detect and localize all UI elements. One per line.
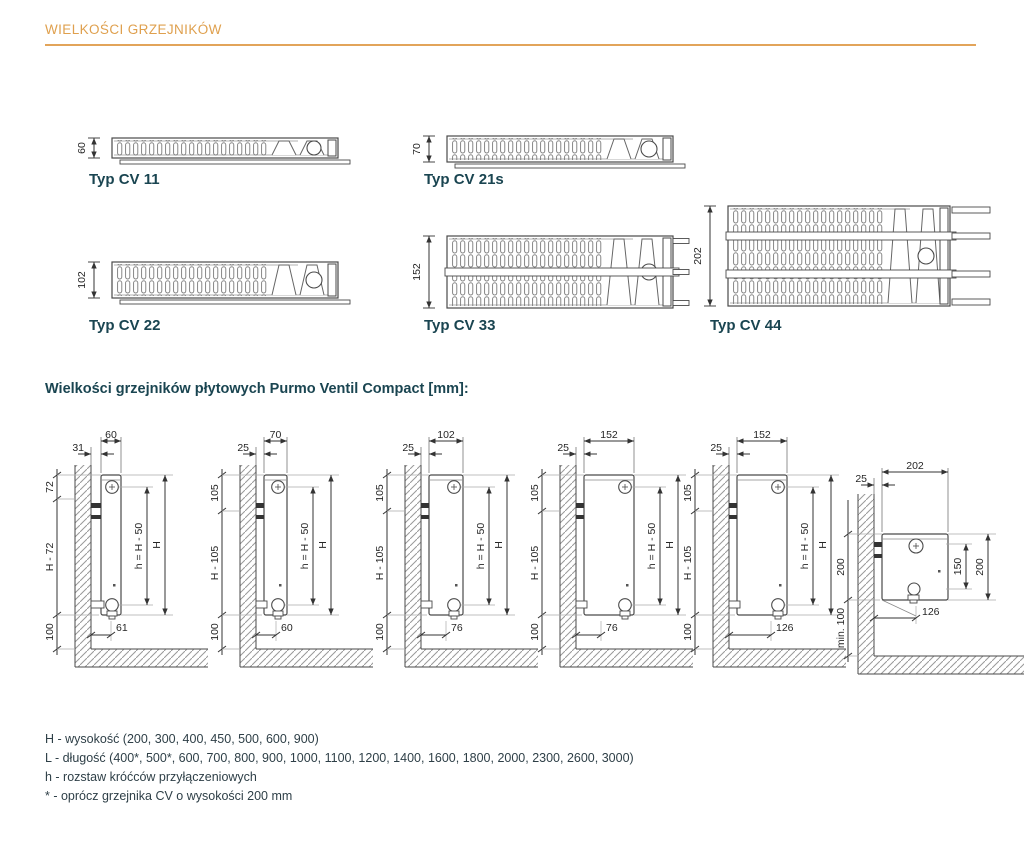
dim-pipe-spacing: 150 bbox=[952, 557, 964, 576]
dim-middle: H - 105 bbox=[374, 545, 386, 581]
dim-middle: H - 105 bbox=[529, 545, 541, 581]
cv33-cross-section-drawing bbox=[411, 226, 687, 318]
dim-wall-gap: 25 bbox=[402, 442, 414, 454]
dim-height: H bbox=[817, 541, 829, 549]
type-label-cv21s: Typ CV 21s bbox=[424, 171, 504, 188]
type-label-cv22: Typ CV 22 bbox=[89, 317, 161, 334]
dim-middle: H - 105 bbox=[209, 545, 221, 581]
dim-top-width: 60 bbox=[105, 429, 117, 441]
dim-height: 200 bbox=[974, 558, 986, 576]
side-view-cv44 bbox=[683, 427, 848, 675]
dim-height: H bbox=[664, 541, 676, 549]
dim-pipe-spacing: h = H - 50 bbox=[646, 522, 658, 570]
title-underline bbox=[45, 44, 976, 46]
dim-bottom-width: 60 bbox=[281, 622, 293, 634]
dim-wall-gap: 31 bbox=[72, 442, 84, 454]
dim-top-width: 202 bbox=[906, 460, 924, 472]
cv44-cross-section-drawing bbox=[692, 196, 996, 324]
depth-dim-label: 60 bbox=[76, 142, 88, 154]
depth-dim-label: 152 bbox=[411, 263, 423, 281]
dim-upper: 105 bbox=[374, 484, 386, 502]
side-view-cv33 bbox=[530, 427, 695, 675]
dim-upper: 105 bbox=[209, 484, 221, 502]
dim-side-height: 200 bbox=[835, 558, 847, 576]
dim-top-width: 70 bbox=[269, 429, 282, 441]
dim-pipe-spacing: h = H - 50 bbox=[475, 522, 487, 570]
depth-dim-label: 102 bbox=[76, 271, 88, 289]
dim-upper: 72 bbox=[44, 481, 56, 493]
dim-pipe-spacing: h = H - 50 bbox=[133, 522, 145, 570]
dim-height: H bbox=[493, 541, 505, 549]
side-view-cv22 bbox=[375, 427, 540, 675]
dim-lower: 100 bbox=[44, 623, 56, 641]
dim-upper: 105 bbox=[682, 484, 694, 502]
side-view-cv21s bbox=[210, 427, 375, 675]
dim-upper: 105 bbox=[529, 484, 541, 502]
depth-dim-label: 70 bbox=[411, 143, 423, 155]
dim-top-width: 102 bbox=[437, 429, 455, 441]
legend-length-line: L - długość (400*, 500*, 600, 700, 800, 900, 1000, 1100, 1200, 1400, 1600, 1800, 2000, 2300, 2600, 3000) bbox=[45, 751, 634, 765]
cv21s-cross-section-drawing bbox=[411, 126, 687, 174]
dim-top-width: 152 bbox=[753, 429, 771, 441]
side-view-low-radiator bbox=[835, 458, 1025, 680]
dim-wall-gap: 25 bbox=[237, 442, 249, 454]
depth-dim-label: 202 bbox=[692, 247, 704, 265]
side-view-cv11 bbox=[45, 427, 210, 675]
dim-top-width: 152 bbox=[600, 429, 618, 441]
dim-wall-gap: 25 bbox=[710, 442, 722, 454]
cv11-cross-section-drawing bbox=[76, 128, 352, 170]
type-label-cv44: Typ CV 44 bbox=[710, 317, 782, 334]
dim-bottom-width: 126 bbox=[922, 606, 940, 618]
dim-middle: H - 105 bbox=[682, 545, 694, 581]
cv22-cross-section-drawing bbox=[76, 252, 352, 312]
dim-middle: H - 72 bbox=[44, 542, 56, 572]
type-label-cv11: Typ CV 11 bbox=[89, 171, 160, 188]
dim-lower: 100 bbox=[374, 623, 386, 641]
legend-footnote-line: * - oprócz grzejnika CV o wysokości 200 mm bbox=[45, 789, 293, 803]
dim-pipe-spacing: h = H - 50 bbox=[299, 522, 311, 570]
dim-height: H bbox=[317, 541, 329, 549]
dim-pipe-spacing: h = H - 50 bbox=[799, 522, 811, 570]
dim-bottom-width: 126 bbox=[776, 622, 794, 634]
dim-bottom-clearance: min. 100 bbox=[835, 607, 847, 649]
dim-bottom-width: 76 bbox=[451, 622, 463, 634]
dim-lower: 100 bbox=[682, 623, 694, 641]
section-heading: Wielkości grzejników płytowych Purmo Ventil Compact [mm]: bbox=[45, 381, 469, 397]
legend-connection-spacing-line: h - rozstaw króćców przyłączeniowych bbox=[45, 770, 257, 784]
type-label-cv33: Typ CV 33 bbox=[424, 317, 496, 334]
dim-wall-gap: 25 bbox=[557, 442, 569, 454]
dim-wall-gap: 25 bbox=[855, 473, 867, 485]
legend-height-line: H - wysokość (200, 300, 400, 450, 500, 600, 900) bbox=[45, 732, 319, 746]
dim-height: H bbox=[151, 541, 163, 549]
dim-bottom-width: 61 bbox=[116, 622, 128, 634]
dim-bottom-width: 76 bbox=[606, 622, 618, 634]
dim-lower: 100 bbox=[209, 623, 221, 641]
dim-lower: 100 bbox=[529, 623, 541, 641]
page-title: WIELKOŚCI GRZEJNIKÓW bbox=[45, 22, 222, 37]
